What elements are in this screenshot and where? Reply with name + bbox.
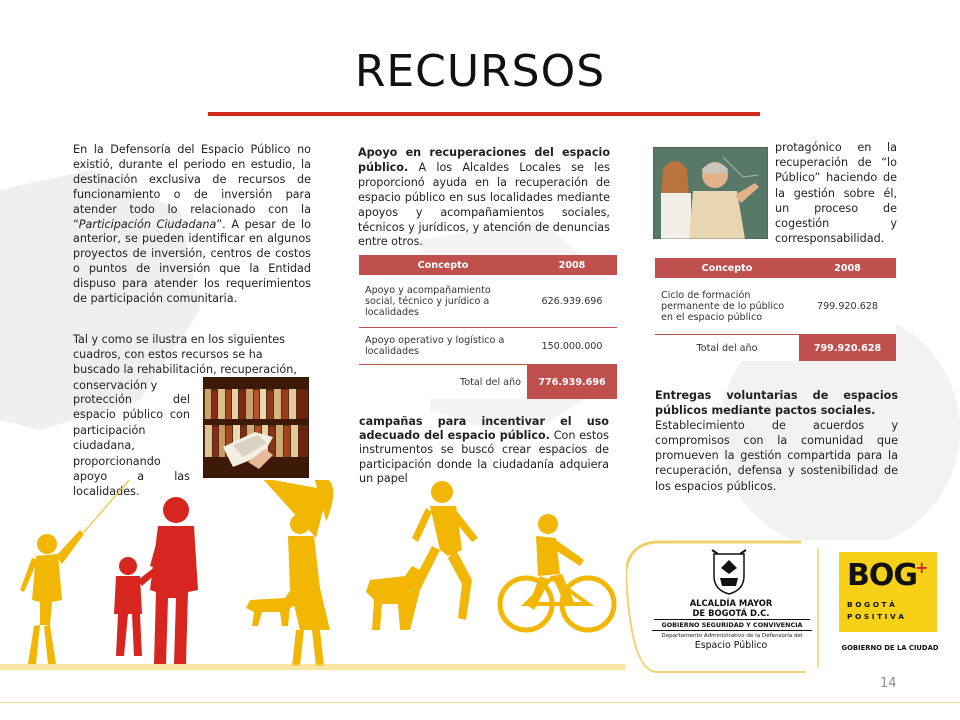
left-p2-line: cuadros, con estos recursos se ha bbox=[73, 348, 263, 362]
alcaldia-line-1: ALCALDÍA MAYOR bbox=[689, 598, 773, 608]
middle-outro-rest: Con estos instrumentos se buscó crear espacios de participación donde la ciudadanía adquiera un papel bbox=[359, 429, 609, 485]
table-cell-value: 150.000.000 bbox=[527, 328, 617, 365]
bog-plus-icon: + bbox=[915, 558, 929, 577]
left-p2-line: buscado la rehabilitación, recuperación, bbox=[73, 363, 297, 377]
table-cell-value: 799.920.628 bbox=[799, 278, 896, 335]
table-cell-concept: Ciclo de formación permanente de lo público en el espacio público bbox=[655, 278, 799, 335]
page-number: 14 bbox=[880, 676, 897, 691]
left-paragraph-1 bbox=[73, 143, 311, 307]
left-paragraph-2-wrap: protección del espacio público con participación ciudadana, proporcionando apoyo a las localidades. bbox=[73, 393, 190, 499]
table-total-label: Total del año bbox=[655, 335, 799, 362]
institutional-logos bbox=[626, 540, 946, 674]
teacher-student-photo bbox=[653, 147, 768, 239]
footer-divider bbox=[0, 702, 960, 703]
table-cell-value: 626.939.696 bbox=[527, 275, 617, 328]
alcaldia-line-5: Espacio Público bbox=[694, 640, 768, 651]
table-cell-concept: Apoyo operativo y logístico a localidades bbox=[359, 328, 527, 365]
left-p2-line: conservación y bbox=[73, 378, 158, 392]
table-row bbox=[359, 275, 617, 328]
table-total-row bbox=[359, 365, 617, 400]
middle-outro-bold: campañas para incentivar el uso adecuado del espacio público. bbox=[359, 415, 609, 443]
left-p1-italic: Participación Ciudadana bbox=[78, 217, 217, 231]
right-section-bold: Entregas voluntarias de espacios públicos mediante pactos sociales. bbox=[655, 389, 898, 418]
alcaldia-line-4: Departamento Administrativo de la Defensoría del bbox=[652, 630, 812, 639]
table-header-concept: Concepto bbox=[655, 258, 799, 278]
table-row bbox=[655, 278, 896, 335]
page-title: RECURSOS bbox=[354, 46, 606, 97]
people-silhouettes-illustration bbox=[0, 480, 630, 670]
left-p1-text-b: ”. A pesar de lo anterior, se pueden identificar en algunos proyectos de inversión, centros de costos o puntos de inversión que la Entidad dispuso para atender los requerimientos de participación comunitaria. bbox=[73, 217, 311, 306]
table-header-year: 2008 bbox=[799, 258, 896, 278]
alcaldia-line-3: GOBIERNO SEGURIDAD Y CONVIVENCIA bbox=[654, 619, 810, 629]
table-header-concept: Concepto bbox=[359, 255, 527, 275]
alcaldia-line-2: DE BOGOTÁ D.C. bbox=[692, 608, 770, 618]
table-row bbox=[359, 328, 617, 365]
bog-logo bbox=[839, 552, 937, 632]
table-total-value: 799.920.628 bbox=[799, 335, 896, 362]
right-section-rest: Establecimiento de acuerdos y compromisos con la comunidad que promueven la gestión compartida para la recuperación, defensa y sostenibilidad de los espacios públicos. bbox=[655, 419, 898, 493]
table-total-value: 776.939.696 bbox=[527, 365, 617, 400]
bog-line-1: B O G O T Á bbox=[847, 600, 895, 609]
right-budget-table bbox=[655, 258, 896, 361]
middle-intro-paragraph bbox=[358, 146, 610, 250]
bog-line-3: GOBIERNO DE LA CIUDAD bbox=[841, 644, 939, 652]
table-total-row bbox=[655, 335, 896, 362]
coat-of-arms-icon bbox=[710, 548, 748, 596]
middle-intro-bold: Apoyo en recuperaciones del espacio público. bbox=[358, 146, 610, 174]
library-files-photo bbox=[203, 377, 309, 478]
title-underline bbox=[208, 112, 760, 116]
bog-line-2: P O S I T I V A bbox=[847, 612, 905, 621]
middle-budget-table bbox=[359, 255, 617, 399]
right-section-paragraph bbox=[655, 388, 898, 494]
table-cell-concept: Apoyo y acompañamiento social, técnico y jurídico a localidades bbox=[359, 275, 527, 328]
right-intro-paragraph: protagónico en la recuperación de “lo Público” haciendo de la gestión sobre él, un proceso de cogestión y corresponsabilidad. bbox=[775, 141, 897, 246]
table-header-year: 2008 bbox=[527, 255, 617, 275]
bog-letters: BOG bbox=[847, 558, 917, 593]
middle-outro-paragraph bbox=[359, 415, 609, 486]
table-total-label: Total del año bbox=[359, 365, 527, 400]
middle-intro-rest: A los Alcaldes Locales se les proporcionó ayuda en la recuperación de espacio público en sus localidades mediante apoyos y acompañamientos sociales, técnicos y jurídicos, y atención de denuncias entre otros. bbox=[358, 160, 610, 249]
left-p1-text-a: En la Defensoría del Espacio Público no existió, durante el periodo en estudio, la destinación exclusiva de recursos de funcionamiento o de inversión para atender todo lo relacionado con la “ bbox=[73, 143, 311, 231]
left-p2-line: Tal y como se ilustra en los siguientes bbox=[73, 333, 285, 346]
